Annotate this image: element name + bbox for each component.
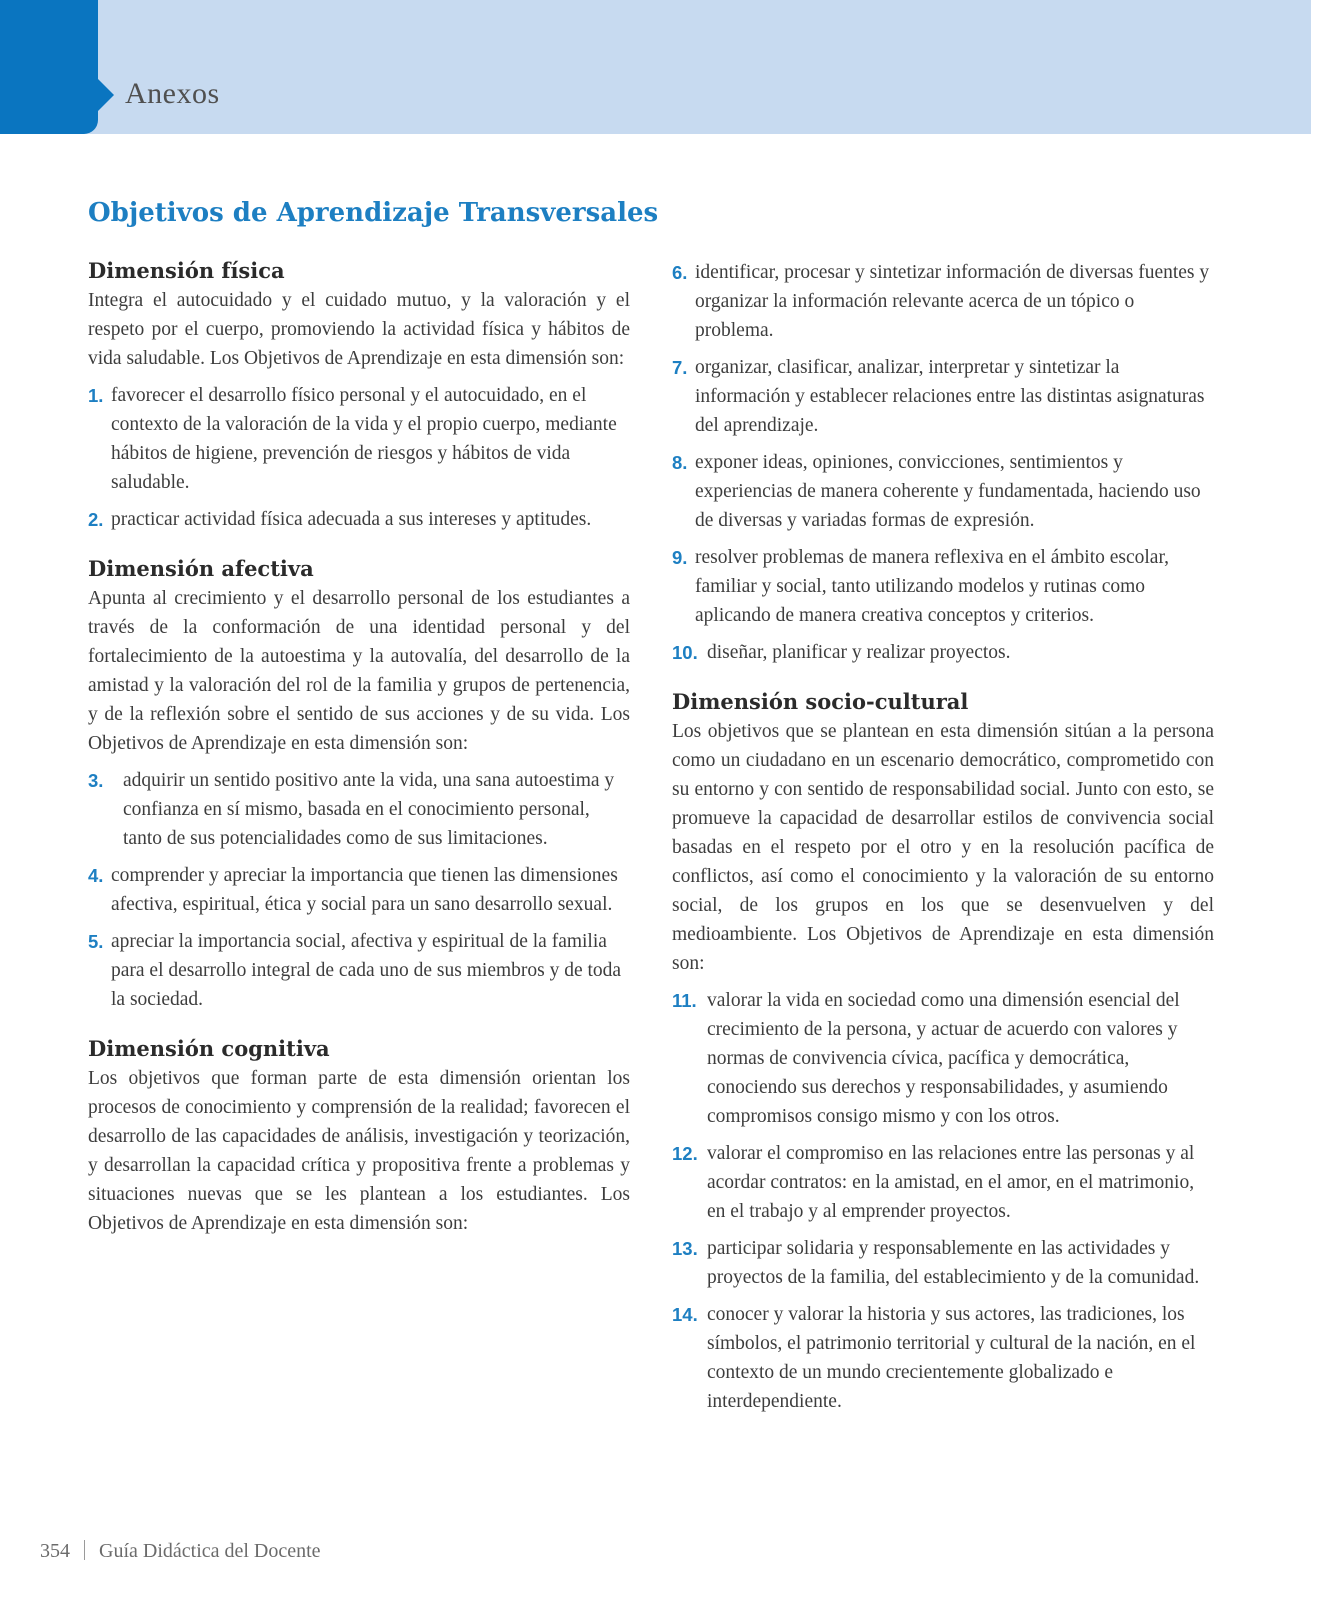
objective-text: exponer ideas, opiniones, convicciones, sentimientos y experiencias de manera coherente y fundamentada, haciendo uso de diversas y variadas formas de expresión. xyxy=(695,452,1201,531)
objective-item xyxy=(672,986,1214,1131)
objective-text: practicar actividad física adecuada a sus intereses y aptitudes. xyxy=(111,509,592,530)
objective-number: 8. xyxy=(672,452,688,473)
objective-number: 6. xyxy=(672,262,688,283)
section-intro: Los objetivos que se plantean en esta dimensión sitúan a la persona como un ciudadano en un escenario democrático, comprometido con su entorno y con sentido de responsabilidad social. Junto con esto, se promueve la capacidad de desarrollar estilos de convivencia social basadas en el respeto por el otro y en la resolución pacífica de conflictos, así como el conocimiento y la valoración de su entorno social, de los grupos en los que se desenvuelven y del medioambiente. Los Objetivos de Aprendizaje en esta dimensión son: xyxy=(672,721,1214,974)
page-footer xyxy=(40,1540,321,1563)
objective-text: resolver problemas de manera reflexiva en el ámbito escolar, familiar y social, tanto utilizando modelos y rutinas como aplicando de manera creativa conceptos y criterios. xyxy=(695,547,1170,626)
objective-text: comprender y apreciar la importancia que tienen las dimensiones afectiva, espiritual, ética y social para un sano desarrollo sexual. xyxy=(111,865,618,915)
header-arrow-icon xyxy=(98,79,114,111)
objective-number: 1. xyxy=(88,385,104,406)
objective-item xyxy=(672,448,1214,535)
objective-item xyxy=(88,861,630,919)
objective-number: 14. xyxy=(672,1304,698,1325)
objective-item xyxy=(88,505,630,534)
objective-text: organizar, clasificar, analizar, interpretar y sintetizar la información y establecer relaciones entre las distintas asignaturas del aprendizaje. xyxy=(695,357,1205,436)
section-intro: Apunta al crecimiento y el desarrollo personal de los estudiantes a través de la conformación de una identidad personal y del fortalecimiento de la autoestima y la autovalía, del desarrollo de la amistad y la valoración del rol de la familia y grupos de pertenencia, y de la reflexión sobre el sentido de sus acciones y de su vida. Los Objetivos de Aprendizaje en esta dimensión son: xyxy=(88,588,630,754)
objective-number: 5. xyxy=(88,931,104,952)
objective-number: 13. xyxy=(672,1238,698,1259)
objective-item xyxy=(672,353,1214,440)
objective-text: favorecer el desarrollo físico personal y el autocuidado, en el contexto de la valoración de la vida y el propio cuerpo, mediante hábitos de higiene, prevención de riesgos y hábitos de vida saludable. xyxy=(111,385,617,493)
objective-item xyxy=(88,381,630,497)
objective-text: valorar el compromiso en las relaciones entre las personas y al acordar contratos: en la amistad, en el amor, en el matrimonio, en el trabajo y al emprender proyectos. xyxy=(707,1143,1195,1222)
objective-item xyxy=(672,638,1214,667)
objective-number: 7. xyxy=(672,357,688,378)
section-dimension-sociocultural xyxy=(672,689,1214,1416)
section-title: Dimensión cognitiva xyxy=(88,1036,330,1061)
header-band xyxy=(0,0,1311,134)
left-column xyxy=(88,258,630,1260)
objective-item xyxy=(88,766,630,853)
right-column xyxy=(672,258,1214,1438)
objectives-list xyxy=(88,766,630,1014)
header-title: Anexos xyxy=(125,77,220,110)
objective-text: diseñar, planificar y realizar proyectos. xyxy=(707,642,1011,663)
header-tab xyxy=(0,0,98,134)
objective-text: identificar, procesar y sintetizar información de diversas fuentes y organizar la información relevante acerca de un tópico o problema. xyxy=(695,262,1210,341)
objective-item xyxy=(88,927,630,1014)
objective-text: apreciar la importancia social, afectiva y espiritual de la familia para el desarrollo integral de cada uno de sus miembros y de toda la sociedad. xyxy=(111,931,622,1010)
objective-number: 9. xyxy=(672,547,688,568)
footer-divider xyxy=(84,1540,85,1560)
objective-number: 4. xyxy=(88,865,104,886)
objective-text: valorar la vida en sociedad como una dimensión esencial del crecimiento de la persona, y actuar de acuerdo con valores y normas de convivencia cívica, pacífica y democrática, conociendo sus derechos y responsabilidades, y asumiendo compromisos consigo mismo y con los otros. xyxy=(707,990,1180,1127)
objective-item xyxy=(672,258,1214,345)
objectives-list xyxy=(88,381,630,534)
section-intro: Los objetivos que forman parte de esta dimensión orientan los procesos de conocimiento y comprensión de la realidad; favorecen el desarrollo de las capacidades de análisis, investigación y teorización, y desarrollan la capacidad crítica y propositiva frente a problemas y situaciones nuevas que se les plantean a los estudiantes. Los Objetivos de Aprendizaje en esta dimensión son: xyxy=(88,1068,630,1234)
section-dimension-afectiva xyxy=(88,556,630,1014)
objective-item xyxy=(672,1234,1214,1292)
objective-number: 10. xyxy=(672,642,698,663)
objectives-list xyxy=(672,986,1214,1416)
section-dimension-cognitiva-items xyxy=(672,258,1214,667)
objective-number: 11. xyxy=(672,990,697,1011)
objective-item xyxy=(672,1139,1214,1226)
objective-number: 12. xyxy=(672,1143,698,1164)
objective-text: conocer y valorar la historia y sus actores, las tradiciones, los símbolos, el patrimonio territorial y cultural de la nación, en el contexto de un mundo crecientemente globalizado e interdependiente. xyxy=(707,1304,1196,1412)
section-title: Dimensión afectiva xyxy=(88,556,314,581)
objective-item xyxy=(672,1300,1214,1416)
section-dimension-cognitiva xyxy=(88,1036,630,1238)
book-title: Guía Didáctica del Docente xyxy=(99,1540,321,1562)
objectives-list xyxy=(672,258,1214,667)
section-dimension-fisica xyxy=(88,258,630,534)
section-intro: Integra el autocuidado y el cuidado mutuo, y la valoración y el respeto por el cuerpo, promoviendo la actividad física y hábitos de vida saludable. Los Objetivos de Aprendizaje en esta dimensión son: xyxy=(88,290,630,369)
page-title: Objetivos de Aprendizaje Transversales xyxy=(88,198,659,228)
objective-text: adquirir un sentido positivo ante la vida, una sana autoestima y confianza en sí mismo, basada en el conocimiento personal, tanto de sus potencialidades como de sus limitaciones. xyxy=(123,770,615,849)
objective-item xyxy=(672,543,1214,630)
objective-number: 3. xyxy=(88,770,104,791)
objective-number: 2. xyxy=(88,509,104,530)
section-title: Dimensión socio-cultural xyxy=(672,689,969,714)
objective-text: participar solidaria y responsablemente en las actividades y proyectos de la familia, del establecimiento y de la comunidad. xyxy=(707,1238,1200,1288)
page-number: 354 xyxy=(40,1540,70,1562)
section-title: Dimensión física xyxy=(88,258,285,283)
